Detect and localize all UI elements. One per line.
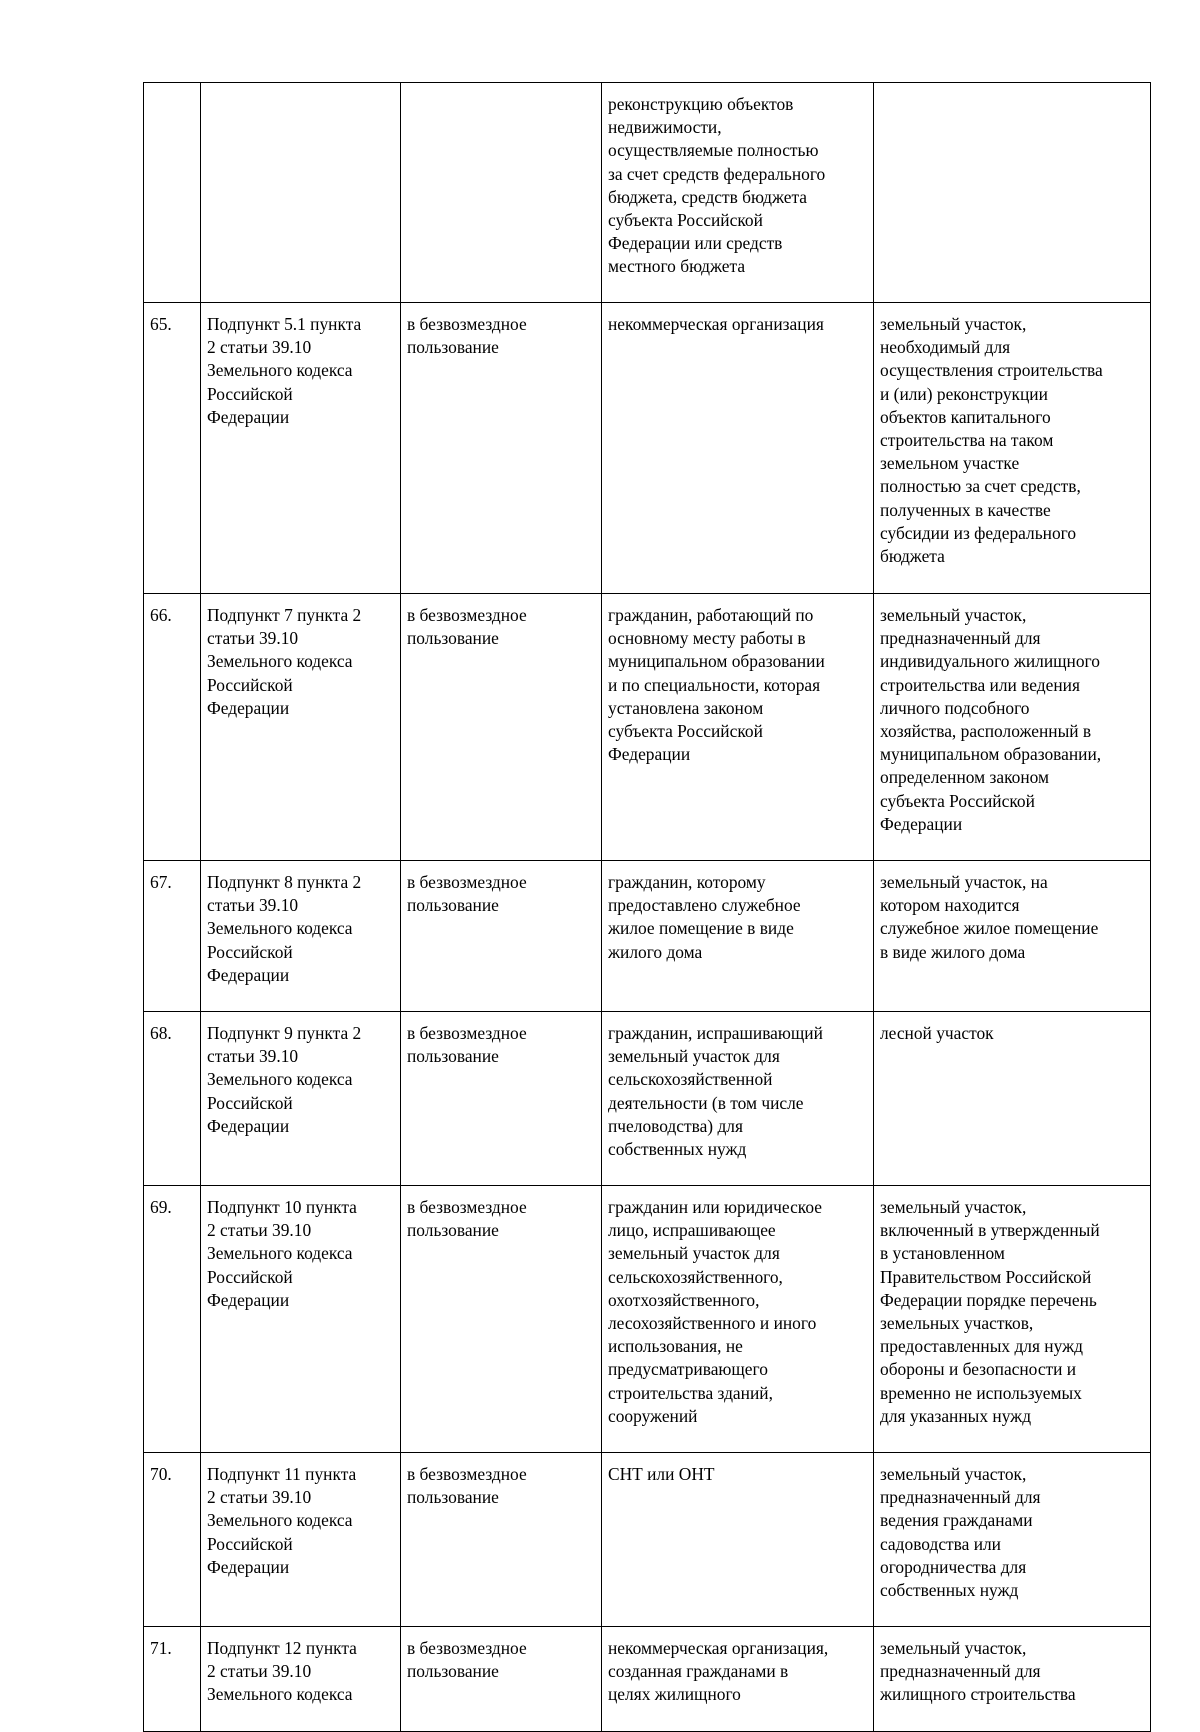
applicant-cell: гражданин, испрашивающий земельный участок для сельскохозяйственной деятельности (в том числе пчеловодства) для собственных нужд [602, 1012, 874, 1186]
table-row [144, 1186, 1151, 1453]
table-row [144, 1453, 1151, 1627]
right-type-cell: в безвозмездное пользование [401, 1453, 602, 1627]
legal-basis-cell: Подпункт 10 пункта 2 статьи 39.10 Земельного кодекса Российской Федерации [201, 1186, 401, 1453]
right-type-cell: в безвозмездное пользование [401, 303, 602, 594]
right-type-cell [401, 83, 602, 303]
land-plot-cell: земельный участок, предназначенный для ведения гражданами садоводства или огородничества для собственных нужд [874, 1453, 1151, 1627]
row-number-cell: 67. [144, 861, 201, 1012]
right-type-cell: в безвозмездное пользование [401, 1186, 602, 1453]
right-type-cell: в безвозмездное пользование [401, 1627, 602, 1732]
row-number-cell: 69. [144, 1186, 201, 1453]
right-type-cell: в безвозмездное пользование [401, 1012, 602, 1186]
land-plot-cell: земельный участок, необходимый для осуществления строительства и (или) реконструкции объектов капитального строительства на таком земельном участке полностью за счет средств, полученных в качестве субсидии из федерального бюджета [874, 303, 1151, 594]
land-plot-cell: лесной участок [874, 1012, 1151, 1186]
table-row [144, 1627, 1151, 1732]
land-plot-cell: земельный участок, на котором находится служебное жилое помещение в виде жилого дома [874, 861, 1151, 1012]
row-number-cell [144, 83, 201, 303]
applicant-cell: гражданин, которому предоставлено служебное жилое помещение в виде жилого дома [602, 861, 874, 1012]
table-row [144, 303, 1151, 594]
row-number-cell: 66. [144, 594, 201, 861]
land-plot-cell: земельный участок, предназначенный для жилищного строительства [874, 1627, 1151, 1732]
legal-basis-cell [201, 83, 401, 303]
applicant-cell: СНТ или ОНТ [602, 1453, 874, 1627]
legal-basis-cell: Подпункт 8 пункта 2 статьи 39.10 Земельного кодекса Российской Федерации [201, 861, 401, 1012]
land-plot-cell: земельный участок, предназначенный для индивидуального жилищного строительства или ведения личного подсобного хозяйства, расположенный в муниципальном образовании, определенном законом субъекта Российской Федерации [874, 594, 1151, 861]
row-number-cell: 65. [144, 303, 201, 594]
right-type-cell: в безвозмездное пользование [401, 861, 602, 1012]
land-plot-cell [874, 83, 1151, 303]
legal-basis-cell: Подпункт 11 пункта 2 статьи 39.10 Земельного кодекса Российской Федерации [201, 1453, 401, 1627]
land-plot-cell: земельный участок, включенный в утвержденный в установленном Правительством Российской Федерации порядке перечень земельных участков, предоставленных для нужд обороны и безопасности и временно не используемых для указанных нужд [874, 1186, 1151, 1453]
right-type-cell: в безвозмездное пользование [401, 594, 602, 861]
applicant-cell: гражданин или юридическое лицо, испрашивающее земельный участок для сельскохозяйственного, охотхозяйственного, лесохозяйственного и иного использования, не предусматривающего строительства зданий, сооружений [602, 1186, 874, 1453]
row-number-cell: 70. [144, 1453, 201, 1627]
legal-basis-cell: Подпункт 7 пункта 2 статьи 39.10 Земельного кодекса Российской Федерации [201, 594, 401, 861]
row-number-cell: 68. [144, 1012, 201, 1186]
legal-basis-cell: Подпункт 9 пункта 2 статьи 39.10 Земельного кодекса Российской Федерации [201, 1012, 401, 1186]
legal-basis-cell: Подпункт 12 пункта 2 статьи 39.10 Земельного кодекса [201, 1627, 401, 1732]
legal-basis-cell: Подпункт 5.1 пункта 2 статьи 39.10 Земельного кодекса Российской Федерации [201, 303, 401, 594]
table-row [144, 594, 1151, 861]
applicant-cell: некоммерческая организация [602, 303, 874, 594]
table-row [144, 83, 1151, 303]
applicant-cell: гражданин, работающий по основному месту работы в муниципальном образовании и по специальности, которая установлена законом субъекта Российской Федерации [602, 594, 874, 861]
applicant-cell: реконструкцию объектов недвижимости, осуществляемые полностью за счет средств федерального бюджета, средств бюджета субъекта Российской Федерации или средств местного бюджета [602, 83, 874, 303]
row-number-cell: 71. [144, 1627, 201, 1732]
land-provision-table [143, 82, 1151, 1732]
applicant-cell: некоммерческая организация, созданная гражданами в целях жилищного [602, 1627, 874, 1732]
table-row [144, 1012, 1151, 1186]
table-row [144, 861, 1151, 1012]
